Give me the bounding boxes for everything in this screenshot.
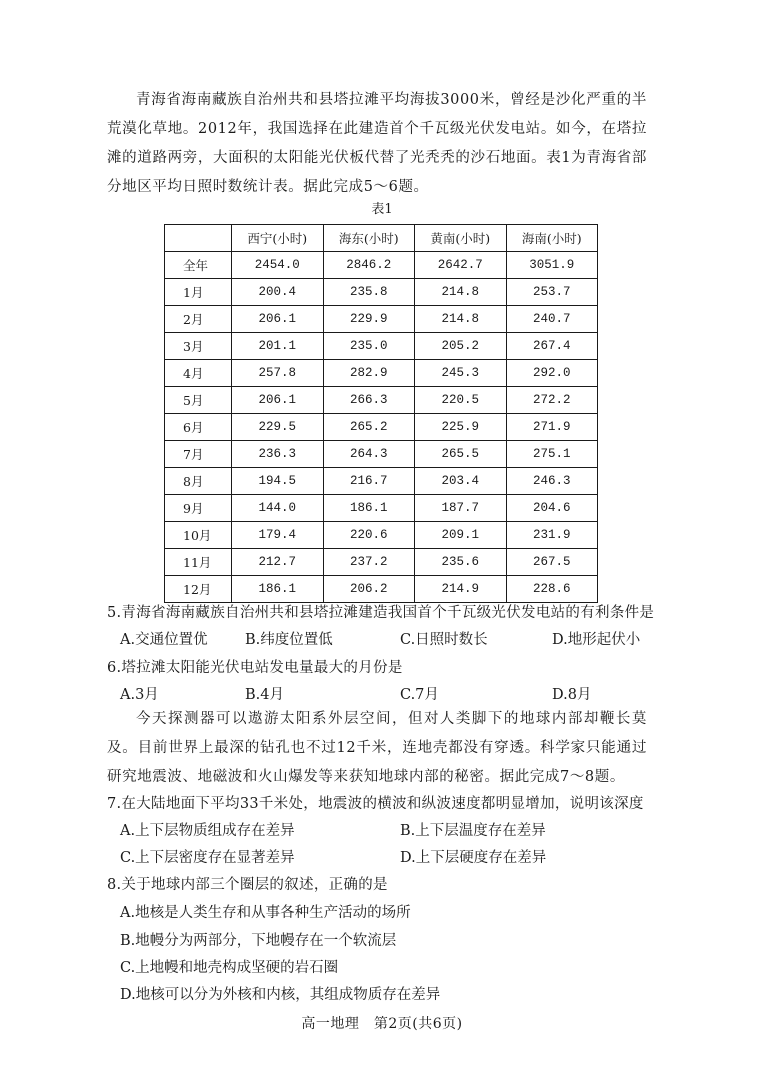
question-7-stem: 7.在大陆地面下平均33千米处，地震波的横波和纵波速度都明显增加，说明该深度 — [107, 796, 644, 812]
row-label: 6月 — [165, 414, 232, 441]
row-label: 8月 — [165, 468, 232, 495]
table-row — [165, 279, 598, 306]
table-row — [165, 387, 598, 414]
table-cell: 212.7 — [232, 549, 324, 576]
question-5-option-a: A.交通位置优 — [120, 632, 208, 648]
table-row — [165, 441, 598, 468]
sunshine-hours-table — [164, 224, 598, 603]
question-8-option-a: A.地核是人类生存和从事各种生产活动的场所 — [120, 905, 411, 921]
row-label: 12月 — [165, 576, 232, 603]
table-cell: 231.9 — [506, 522, 598, 549]
header-haidong: 海东(小时) — [323, 225, 415, 252]
table-cell: 271.9 — [506, 414, 598, 441]
table-cell: 203.4 — [415, 468, 507, 495]
table-row — [165, 414, 598, 441]
table-cell: 144.0 — [232, 495, 324, 522]
row-label: 10月 — [165, 522, 232, 549]
table-cell: 245.3 — [415, 360, 507, 387]
table-cell: 253.7 — [506, 279, 598, 306]
table-cell: 225.9 — [415, 414, 507, 441]
table-cell: 214.8 — [415, 306, 507, 333]
question-8-stem: 8.关于地球内部三个圈层的叙述，正确的是 — [107, 877, 388, 893]
table-cell: 220.5 — [415, 387, 507, 414]
table-cell: 2846.2 — [323, 252, 415, 279]
table-cell: 267.5 — [506, 549, 598, 576]
question-6-option-d: D.8月 — [552, 687, 592, 703]
table-cell: 275.1 — [506, 441, 598, 468]
table-cell: 194.5 — [232, 468, 324, 495]
row-label: 7月 — [165, 441, 232, 468]
row-label: 4月 — [165, 360, 232, 387]
table-cell: 266.3 — [323, 387, 415, 414]
table-row — [165, 252, 598, 279]
table-cell: 3051.9 — [506, 252, 598, 279]
passage-1: 青海省海南藏族自治州共和县塔拉滩平均海拔3000米，曾经是沙化严重的半荒漠化草地。2012年，我国选择在此建造首个千瓦级光伏发电站。如今，在塔拉滩的道路两旁，大面积的太阳能光伏板代替了光秃秃的沙石地面。表1为青海省部分地区平均日照时数统计表。据此完成5～6题。 — [107, 92, 647, 195]
table-cell: 265.2 — [323, 414, 415, 441]
table-cell: 206.1 — [232, 306, 324, 333]
table-cell: 264.3 — [323, 441, 415, 468]
table-cell: 179.4 — [232, 522, 324, 549]
question-7-option-b: B.上下层温度存在差异 — [400, 823, 546, 839]
table-cell: 240.7 — [506, 306, 598, 333]
table-cell: 204.6 — [506, 495, 598, 522]
table-cell: 257.8 — [232, 360, 324, 387]
question-6-option-c: C.7月 — [400, 687, 439, 703]
table-row — [165, 333, 598, 360]
question-6-option-b: B.4月 — [245, 687, 284, 703]
table-cell: 282.9 — [323, 360, 415, 387]
question-8-option-d: D.地核可以分为外核和内核，其组成物质存在差异 — [120, 987, 441, 1003]
table-cell: 236.3 — [232, 441, 324, 468]
table-cell: 186.1 — [232, 576, 324, 603]
question-5-option-c: C.日照时数长 — [400, 632, 488, 648]
table-row — [165, 576, 598, 603]
question-7-option-a: A.上下层物质组成存在差异 — [120, 823, 295, 839]
table-cell: 235.6 — [415, 549, 507, 576]
row-label: 9月 — [165, 495, 232, 522]
table-cell: 235.0 — [323, 333, 415, 360]
table-header-row — [165, 225, 598, 252]
table-cell: 272.2 — [506, 387, 598, 414]
table-cell: 220.6 — [323, 522, 415, 549]
table-caption: 表1 — [371, 202, 393, 217]
table-cell: 205.2 — [415, 333, 507, 360]
row-label: 5月 — [165, 387, 232, 414]
question-7-option-d: D.上下层硬度存在差异 — [400, 850, 547, 866]
question-5-option-d: D.地形起伏小 — [552, 632, 641, 648]
table-cell: 229.5 — [232, 414, 324, 441]
table-cell: 206.1 — [232, 387, 324, 414]
table-row — [165, 495, 598, 522]
table-cell: 2642.7 — [415, 252, 507, 279]
question-8-option-c: C.上地幔和地壳构成坚硬的岩石圈 — [120, 960, 339, 976]
question-5-option-b: B.纬度位置低 — [245, 632, 333, 648]
table-cell: 216.7 — [323, 468, 415, 495]
row-label: 2月 — [165, 306, 232, 333]
table-row — [165, 306, 598, 333]
table-cell: 229.9 — [323, 306, 415, 333]
question-6-stem: 6.塔拉滩太阳能光伏电站发电量最大的月份是 — [107, 660, 403, 676]
header-hainan: 海南(小时) — [506, 225, 598, 252]
table-cell: 186.1 — [323, 495, 415, 522]
question-7-option-c: C.上下层密度存在显著差异 — [120, 850, 295, 866]
table-cell: 209.1 — [415, 522, 507, 549]
row-label: 3月 — [165, 333, 232, 360]
table-cell: 235.8 — [323, 279, 415, 306]
table-cell: 265.5 — [415, 441, 507, 468]
table-cell: 200.4 — [232, 279, 324, 306]
header-huangnan: 黄南(小时) — [415, 225, 507, 252]
question-8-option-b: B.地幔分为两部分，下地幔存在一个软流层 — [120, 933, 397, 949]
table-cell: 187.7 — [415, 495, 507, 522]
header-corner — [165, 225, 232, 252]
table-row — [165, 468, 598, 495]
row-label: 全年 — [165, 252, 232, 279]
passage-2: 今天探测器可以遨游太阳系外层空间，但对人类脚下的地球内部却鞭长莫及。目前世界上最深的钻孔也不过12千米，连地壳都没有穿透。科学家只能通过研究地震波、地磁波和火山爆发等来获知地球内部的秘密。据此完成7～8题。 — [107, 711, 647, 785]
row-label: 1月 — [165, 279, 232, 306]
table-cell: 292.0 — [506, 360, 598, 387]
header-xining: 西宁(小时) — [232, 225, 324, 252]
table-cell: 2454.0 — [232, 252, 324, 279]
question-6-option-a: A.3月 — [120, 687, 159, 703]
table-cell: 214.9 — [415, 576, 507, 603]
table-cell: 267.4 — [506, 333, 598, 360]
table-cell: 246.3 — [506, 468, 598, 495]
table-cell: 228.6 — [506, 576, 598, 603]
table-row — [165, 522, 598, 549]
table-row — [165, 549, 598, 576]
table-cell: 201.1 — [232, 333, 324, 360]
table-cell: 214.8 — [415, 279, 507, 306]
row-label: 11月 — [165, 549, 232, 576]
table-cell: 237.2 — [323, 549, 415, 576]
table-cell: 206.2 — [323, 576, 415, 603]
question-5-stem: 5.青海省海南藏族自治州共和县塔拉滩建造我国首个千瓦级光伏发电站的有利条件是 — [107, 605, 655, 621]
page-footer: 高一地理 第2页(共6页) — [301, 1016, 463, 1032]
table-row — [165, 360, 598, 387]
